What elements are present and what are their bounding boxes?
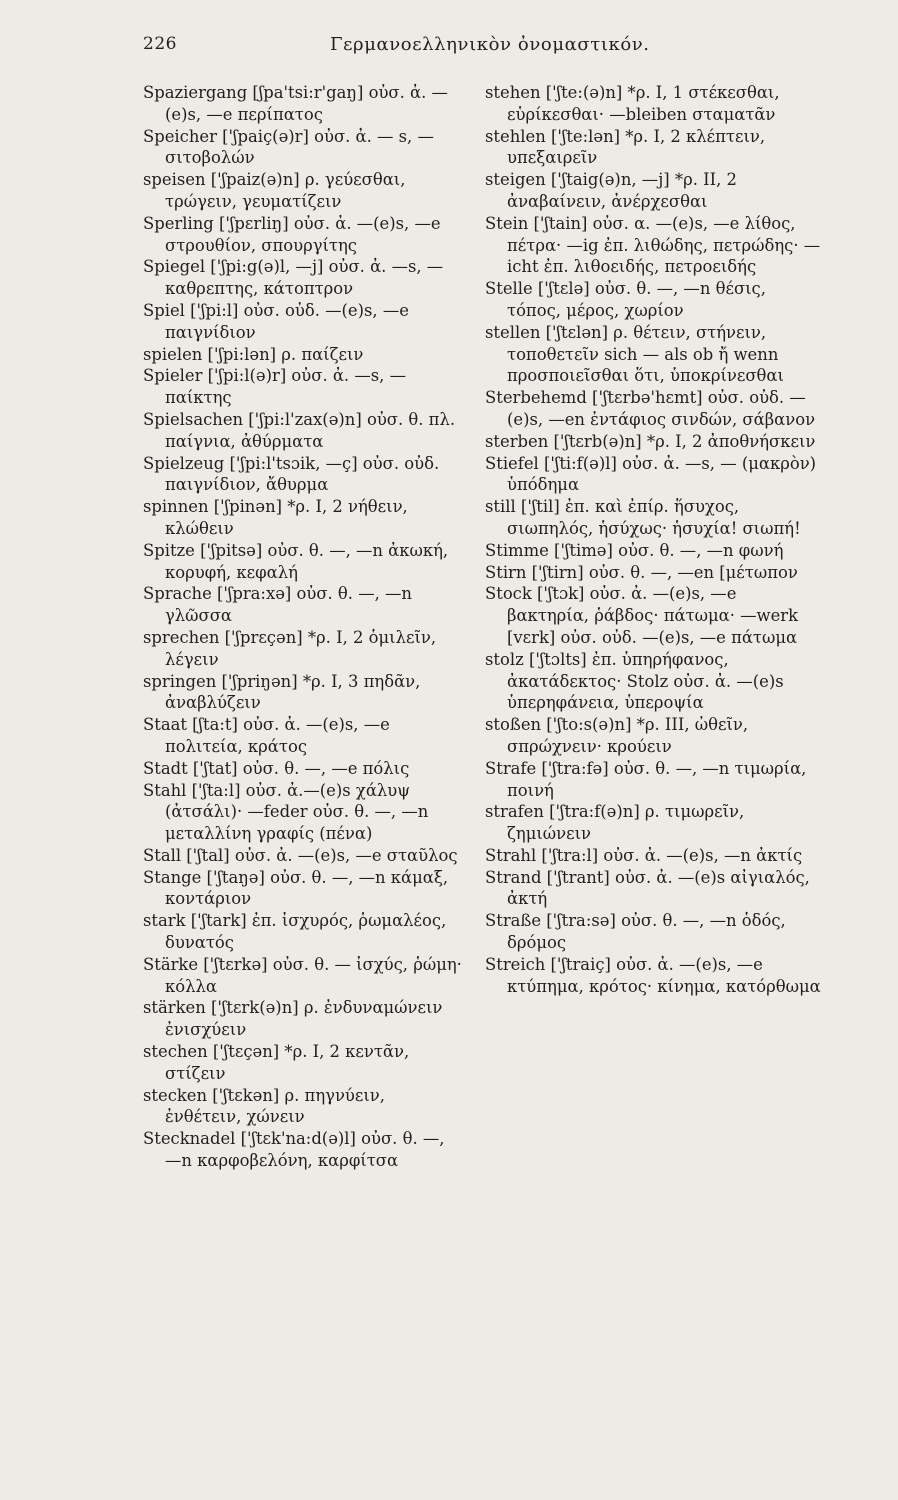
page-number: 226 bbox=[143, 34, 177, 54]
dictionary-entry: Speicher ['ʃpaiç(ə)r] οὐσ. ἀ. — s, — σιτοβολών bbox=[143, 126, 434, 168]
dictionary-entry: Stelle ['ʃtɛlə] οὐσ. θ. —, —n θέσις, τόπος, μέρος, χωρίον bbox=[485, 279, 766, 320]
dictionary-entry: Spiel ['ʃpi:l] οὐσ. οὐδ. —(e)s, —e παιγνίδιον bbox=[143, 300, 409, 342]
dictionary-entry: Sprache ['ʃpra:xə] οὐσ. θ. —, —n γλῶσσα bbox=[143, 584, 412, 626]
dictionary-entry: stehlen ['ʃte:lən] *ρ. I, 2 κλέπτειν, υπεξαιρεῖν bbox=[485, 126, 766, 168]
dictionary-entry: sprechen ['ʃprɛçən] *ρ. I, 2 ὁμιλεῖν, λέγειν bbox=[143, 627, 437, 669]
dictionary-entry: springen ['ʃpriŋən] *ρ. I, 3 πηδᾶν, ἀναβλύζειν bbox=[143, 671, 421, 713]
dictionary-entry: stärken ['ʃtɛrk(ə)n] ρ. ἐνδυναμώνειν ἐνισχύειν bbox=[143, 998, 443, 1040]
dictionary-entry: Spielsachen ['ʃpi:l'zax(ə)n] οὐσ. θ. πλ. παίγνια, ἀθύρματα bbox=[143, 409, 456, 451]
dictionary-entry: still ['ʃtil] ἐπ. καὶ ἐπίρ. ἥσυχος, σιωπηλός, ἡσύχως· ἡσυχία! σιωπή! bbox=[485, 497, 801, 538]
dictionary-entry: Stimme ['ʃtimə] οὐσ. θ. —, —n φωνή bbox=[485, 540, 784, 560]
dictionary-entry: Straße ['ʃtra:sə] οὐσ. θ. —, —n ὁδός, δρόμος bbox=[485, 911, 786, 953]
dictionary-entry: Stock ['ʃtɔk] οὐσ. ἀ. —(e)s, —e βακτηρία, ῥάβδος· πάτωμα· —werk [vɛrk] οὐσ. οὐδ. —(e)s, —e πάτωμα bbox=[485, 584, 799, 647]
dictionary-entry: Stiefel ['ʃti:f(ə)l] οὐσ. ἀ. —s, — (μακρὸν) ὑπόδημα bbox=[485, 453, 817, 495]
dictionary-entry: spielen ['ʃpi:lən] ρ. παίζειν bbox=[143, 344, 364, 364]
dictionary-entry: Spitze ['ʃpitsə] οὐσ. θ. —, —n ἀκωκή, κορυφή, κεφαλή bbox=[143, 540, 449, 582]
dictionary-entry: speisen ['ʃpaiz(ə)n] ρ. γεύεσθαι, τρώγειν, γευματίζειν bbox=[143, 170, 406, 211]
dictionary-entry: Strand ['ʃtrant] οὐσ. ἀ. —(e)s αἰγιαλός, ἀκτή bbox=[485, 867, 810, 909]
dictionary-entry: stolz ['ʃtɔlts] ἐπ. ὑπηρήφανος, ἀκατάδεκτος· Stolz οὐσ. ἀ. —(e)s ὑπερηφάνεια, ὑπεροψία bbox=[485, 649, 784, 713]
dictionary-entry: steigen ['ʃtaig(ə)n, —j] *ρ. II, 2 ἀναβαίνειν, ἀνέρχεσθαι bbox=[485, 170, 737, 211]
dictionary-entry: stecken ['ʃtɛkən] ρ. πηγνύειν, ἐνθέτειν, χώνειν bbox=[143, 1085, 385, 1127]
dictionary-entry: Spieler ['ʃpi:l(ə)r] οὐσ. ἀ. —s, — παίκτης bbox=[143, 366, 406, 408]
dictionary-entry: Spielzeug ['ʃpi:l'tsɔik, —ç] οὐσ. οὐδ. παιγνίδιον, ἄθυρμα bbox=[143, 453, 440, 495]
dictionary-entry: Stadt ['ʃtat] οὐσ. θ. —, —e πόλις bbox=[143, 758, 410, 778]
dictionary-entry: Stahl ['ʃta:l] οὐσ. ἀ.—(e)s χάλυψ (ἀτσάλι)· —feder οὐσ. θ. —, —n μεταλλίνη γραφίς (πένα) bbox=[143, 780, 429, 844]
dictionary-entry: stark ['ʃtark] ἐπ. ἰσχυρός, ῥωμαλέος, δυνατός bbox=[143, 911, 447, 953]
dictionary-entry: Stange ['ʃtaŋə] οὐσ. θ. —, —n κάμαξ, κοντάριον bbox=[143, 867, 449, 909]
dictionary-entry: Sterbehemd ['ʃtɛrbə'hɛmt] οὐσ. οὐδ. —(e)s, —en ἐντάφιος σινδών, σάβανον bbox=[485, 388, 816, 429]
dictionary-entry: Staat [ʃta:t] οὐσ. ἀ. —(e)s, —e πολιτεία, κράτος bbox=[143, 715, 390, 756]
left-column bbox=[143, 82, 465, 1172]
dictionary-entry: stoßen ['ʃto:s(ə)n] *ρ. III, ὠθεῖν, σπρώχνειν· κρούειν bbox=[485, 715, 749, 756]
dictionary-entry: stehen ['ʃte:(ə)n] *ρ. I, 1 στέκεσθαι, εὑρίκεσθαι· —bleiben σταματᾶν bbox=[485, 83, 780, 124]
dictionary-entry: Stein ['ʃtain] οὐσ. α. —(e)s, —e λίθος, πέτρα· —ig ἐπ. λιθώδης, πετρώδης· —icht ἐπ. λιθοειδής, πετροειδής bbox=[485, 213, 821, 277]
dictionary-entry: Stecknadel ['ʃtɛk'na:d(ə)l] οὐσ. θ. —, —n καρφοβελόνη, καρφίτσα bbox=[143, 1129, 445, 1171]
dictionary-entry: Spiegel ['ʃpi:g(ə)l, —j] οὐσ. ἀ. —s, — καθρεπτης, κάτοπτρον bbox=[143, 257, 444, 299]
dictionary-entry: stellen ['ʃtɛlən] ρ. θέτειν, στήνειν, τοποθετεῖν sich — als ob ἤ wenn προσποιεῖσθαι ὅτι, ὑποκρίνεσθαι bbox=[485, 322, 784, 386]
dictionary-entry: spinnen ['ʃpinən] *ρ. I, 2 νήθειν, κλώθειν bbox=[143, 497, 408, 538]
dictionary-entry: Strafe ['ʃtra:fə] οὐσ. θ. —, —n τιμωρία, ποινή bbox=[485, 758, 807, 800]
dictionary-entry: Streich ['ʃtraiç] οὐσ. ἀ. —(e)s, —e κτύπημα, κρότος· κίνημα, κατόρθωμα bbox=[485, 954, 821, 996]
running-head: Γερμανοελληνικὸν ὀνομαστικόν. bbox=[330, 34, 650, 55]
dictionary-entry: stechen ['ʃtɛçən] *ρ. I, 2 κεντᾶν, στίζειν bbox=[143, 1042, 410, 1083]
dictionary-entry: strafen ['ʃtra:f(ə)n] ρ. τιμωρεῖν, ζημιώνειν bbox=[485, 802, 745, 844]
dictionary-entry: Sperling ['ʃpɛrliŋ] οὐσ. ἀ. —(e)s, —e στρουθίον, σπουργίτης bbox=[143, 213, 441, 255]
dictionary-entry: Stirn ['ʃtirn] οὐσ. θ. —, —en [μέτωπον bbox=[485, 562, 798, 582]
dictionary-entry: Strahl ['ʃtra:l] οὐσ. ἀ. —(e)s, —n ἀκτίς bbox=[485, 845, 803, 865]
dictionary-entry: sterben ['ʃtɛrb(ə)n] *ρ. I, 2 ἀποθνήσκειν bbox=[485, 431, 816, 451]
dictionary-entry: Stärke ['ʃtɛrkə] οὐσ. θ. — ἰσχύς, ῥώμη· κόλλα bbox=[143, 954, 462, 996]
dictionary-entry: Spaziergang [ʃpa'tsi:r'gaŋ] οὐσ. ἀ. —(e)s, —e περίπατος bbox=[143, 83, 448, 124]
dictionary-entry: Stall ['ʃtal] οὐσ. ἀ. —(e)s, —e σταῦλος bbox=[143, 845, 458, 865]
right-column bbox=[485, 82, 823, 997]
